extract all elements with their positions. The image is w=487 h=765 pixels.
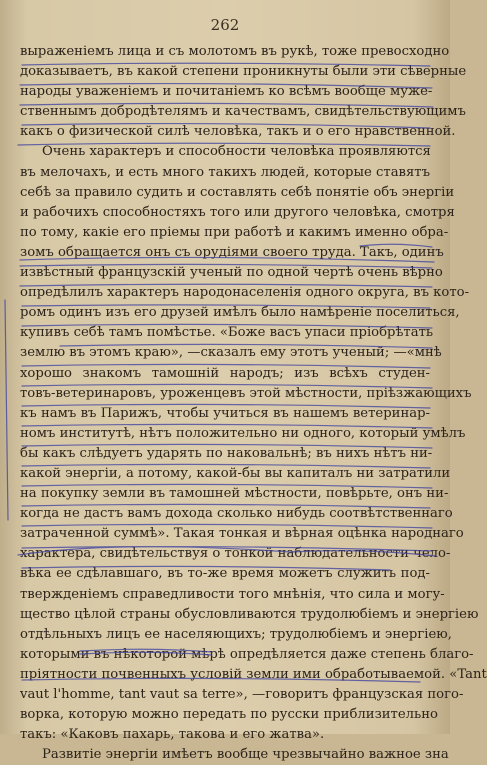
text-line: товъ-ветеринаровъ, уроженцевъ этой мѣстности, пріѣзжающихъ [20, 385, 472, 401]
text-line: вѣка ее сдѣлавшаго, въ то-же время можетъ служить под- [20, 566, 430, 582]
text-line: доказываетъ, въ какой степени проникнуты были эти сѣверные [20, 64, 467, 80]
text-line: народы уваженіемъ и почитаніемъ ко всѣмъ вообще муже- [20, 84, 433, 100]
text-line: которыми въ нѣкоторой мѣрѣ опредѣляется даже степень благо- [20, 646, 474, 662]
text-line: такъ: «Каковъ пахарь, такова и его жатва». [20, 727, 325, 743]
text-line: купивъ себѣ тамъ помѣстье. «Боже васъ упаси пріобрѣтать [20, 325, 434, 341]
text-line: бы какъ слѣдуетъ ударять по наковальнѣ; въ нихъ нѣтъ ни- [20, 445, 433, 461]
page-number: 262 [210, 16, 240, 34]
paragraph-start-line: Развитіе энергіи имѣетъ вообще чрезвычайно важное зна [42, 747, 449, 763]
text-line: ромъ одинъ изъ его друзей имѣлъ было намѣреніе поселиться, [20, 305, 460, 321]
text-line: пріятности почвенныхъ условій земли ими обработываемой. «Tant [20, 666, 487, 682]
text-line: затраченной суммѣ». Такая тонкая и вѣрная оцѣнка народнаго [20, 526, 464, 542]
text-line: ственнымъ добродѣтелямъ и качествамъ, свидѣтельствующимъ [20, 104, 466, 120]
text-line: ворка, которую можно передать по русски приблизительно [20, 707, 438, 723]
pencil-margin-line [5, 300, 8, 520]
text-line: извѣстный французскій ученый по одной чертѣ очень вѣрно [20, 265, 443, 281]
text-line: какъ о физической силѣ человѣка, такъ и о его нравственной. [20, 124, 456, 140]
text-line: землю въ этомъ краю», —сказалъ ему этотъ ученый; —«мнѣ [20, 345, 442, 361]
text-line: и рабочихъ способностяхъ того или другого человѣка, смотря [20, 204, 455, 220]
paragraph-start-line: Очень характеръ и способности человѣка проявляются [42, 144, 431, 160]
body-text [20, 42, 487, 765]
text-line: vaut l'homme, tant vaut sa terre», —говоритъ французская пого- [20, 687, 464, 702]
text-line: какой энергіи, а потому, какой-бы вы капиталъ ни затратили [20, 465, 451, 481]
text-line: въ мелочахъ, и есть много такихъ людей, которые ставятъ [20, 164, 430, 180]
text-line: твержденіемъ справедливости того мнѣнія, что сила и могу- [20, 586, 445, 602]
text-line: опредѣлилъ характеръ народонаселенія одного округа, въ кото- [20, 285, 470, 301]
text-line: номъ институтѣ, нѣтъ положительно ни одного, который умѣлъ [20, 425, 466, 441]
text-line: выраженіемъ лица и съ молотомъ въ рукѣ, тоже превосходно [20, 44, 450, 59]
text-line: характера, свидѣтельствуя о тонкой наблюдательности чело- [20, 546, 451, 562]
text-line: себѣ за правило судить и составлять себѣ понятіе объ энергіи [20, 184, 455, 200]
text-line: щество цѣлой страны обусловливаются трудолюбіемъ и энергіею [20, 606, 479, 622]
text-line: зомъ обращается онъ съ орудіями своего труда. Такъ, одинъ [20, 244, 444, 260]
text-line: на покупку земли въ тамошней мѣстности, повѣрьте, онъ ни- [20, 486, 449, 502]
text-line: по тому, какіе его пріемы при работѣ и какимъ именно обра- [20, 224, 449, 240]
text-line: отдѣльныхъ лицъ ее населяющихъ; трудолюбіемъ и энергіею, [20, 626, 452, 642]
text-line: хорошо знакомъ тамошній народъ; изъ всѣхъ студен- [20, 365, 430, 381]
text-line: къ намъ въ Парижъ, чтобы учиться въ нашемъ ветеринар- [20, 405, 430, 421]
text-line: когда не дастъ вамъ дохода сколько нибудь соотвѣтственнаго [20, 506, 453, 522]
